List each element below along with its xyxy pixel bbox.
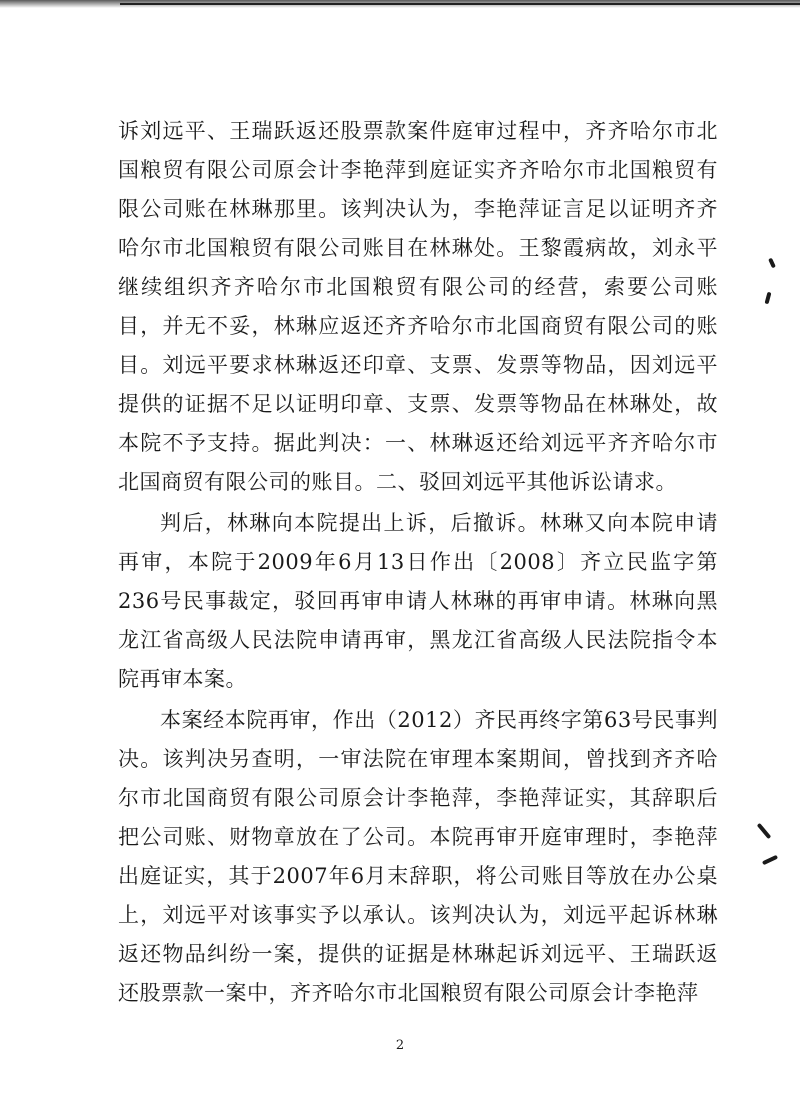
scan-speck [768, 258, 776, 269]
scan-speck [765, 292, 772, 305]
scan-edge-line [120, 3, 800, 5]
page-number: 2 [395, 1038, 405, 1053]
document-body [118, 112, 718, 1013]
scan-speck [757, 823, 772, 839]
paragraph-appeal: 判后，林琳向本院提出上诉，后撤诉。林琳又向本院申请再审，本院于2009年6月13日作出〔2008〕齐立民监字第236号民事裁定，驳回再审申请人林琳的再审申请。林琳向黑龙江省高级人民法院申请再审，黑龙江省高级人民法院指令本院再审本案。 [118, 511, 718, 691]
paragraph-continued: 诉刘远平、王瑞跃返还股票款案件庭审过程中，齐齐哈尔市北国粮贸有限公司原会计李艳萍到庭证实齐齐哈尔市北国粮贸有限公司账在林琳那里。该判决认为，李艳萍证言足以证明齐齐哈尔市北国粮贸有限公司账目在林琳处。王黎霞病故，刘永平继续组织齐齐哈尔市北国粮贸有限公司的经营，索要公司账目，并无不妥，林琳应返还齐齐哈尔市北国商贸有限公司的账目。刘远平要求林琳返还印章、支票、发票等物品，因刘远平提供的证据不足以证明印章、支票、发票等物品在林琳处，故本院不予支持。据此判决：一、林琳返还给刘远平齐齐哈尔市北国商贸有限公司的账目。二、驳回刘远平其他诉讼请求。 [118, 119, 718, 494]
paragraph-retrial: 本案经本院再审，作出（2012）齐民再终字第63号民事判决。该判决另查明，一审法院在审理本案期间，曾找到齐齐哈尔市北国商贸有限公司原会计李艳萍，李艳萍证实，其辞职后把公司账、财物章放在了公司。本院再审开庭审理时，李艳萍出庭证实，其于2007年6月末辞职，将公司账目等放在办公桌上，刘远平对该事实予以承认。该判决认为，刘远平起诉林琳返还物品纠纷一案，提供的证据是林琳起诉刘远平、王瑞跃返还股票款一案中，齐齐哈尔市北国粮贸有限公司原会计李艳萍 [118, 708, 718, 1005]
scan-speck [762, 855, 778, 865]
